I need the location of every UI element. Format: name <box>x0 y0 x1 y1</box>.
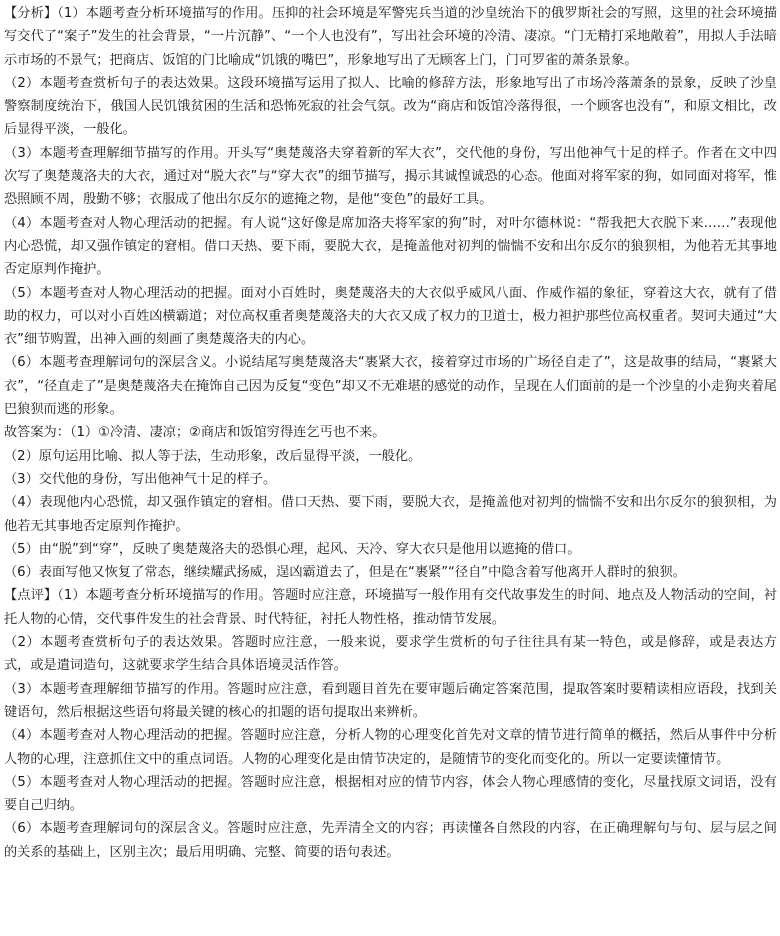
comment-paragraph-3: （3）本题考查理解细节描写的作用。答题时应注意，看到题目首先在要审题后确定答案范围，提取答案时要精读相应语段，找到关键语句，然后根据这些语句将最关键的核心的扣题的语句提取出来辨析。 <box>4 681 777 720</box>
analysis-paragraph-4: （4）本题考查对人物心理活动的把握。有人说“这好像是席加洛夫将军家的狗”时，对叶尔德林说：“帮我把大衣脱下来……”表现他内心恐慌，却又强作镇定的窘相。借口天热、要下雨，要脱大衣，是掩盖他对初判的惴惴不安和出尔反尔的狼狈相，为他若无其事地否定原判作掩护。 <box>4 215 777 278</box>
answer-line-5: （5）由“脱”到“穿”，反映了奥楚蔑洛夫的恐惧心理，起风、天冷、穿大衣只是他用以遮掩的借口。 <box>4 541 581 557</box>
comment-paragraph-6: （6）本题考查理解词句的深层含义。答题时应注意，先弄清全文的内容；再读懂各自然段的内容，在正确理解句与句、层与层之间的关系的基础上，区别主次；最后用明确、完整、简要的语句表述。 <box>4 821 777 860</box>
analysis-paragraph-3: （3）本题考查理解细节描写的作用。开头写“奥楚蔑洛夫穿着新的军大衣”，交代他的身份，写出他神气十足的样子。作者在文中四次写了奥楚蔑洛夫的大衣，通过对“脱大衣”与“穿大衣”的细节描写，揭示其诚惶诚恐的心态。他面对将军家的狗，如同面对将军，惟恐照顾不周，殷勤不够；衣服成了他出尔反尔的遮掩之物，是他“变色”的最好工具。 <box>4 145 777 208</box>
comment-paragraph-5: （5）本题考查对人物心理活动的把握。答题时应注意，根据相对应的情节内容，体会人物心理感情的变化，尽量找原文词语，没有要自己归纳。 <box>4 774 777 814</box>
analysis-paragraph-6: （6）本题考查理解词句的深层含义。小说结尾写奥楚蔑洛夫“裹紧大衣，接着穿过市场的广场径自走了”，这是故事的结局，“裹紧大衣”，“径直走了”是奥楚蔑洛夫在掩饰自己因为反复“变色”却又不无难堪的感觉的动作，呈现在人们面前的是一个沙皇的小走狗夹着尾巴狼狈而逃的形象。 <box>4 355 777 418</box>
answer-section <box>4 421 777 584</box>
answer-line-1: 故答案为：（1）①冷清、凄凉；②商店和饭馆穷得连乞丐也不来。 <box>4 425 386 441</box>
analysis-paragraph-2: （2）本题考查赏析句子的表达效果。这段环境描写运用了拟人、比喻的修辞方法，形象地写出了市场冷落萧条的景象，反映了沙皇警察制度统治下，俄国人民饥饿贫困的生活和恐怖死寂的社会气氛。改为“商店和饭馆冷落得很，一个顾客也没有”，和原文相比，改后显得平淡，一般化。 <box>4 75 777 138</box>
analysis-section <box>4 2 777 421</box>
comment-section <box>4 584 777 864</box>
answer-line-3: （3）交代他的身份，写出他神气十足的样子。 <box>4 471 277 487</box>
comment-paragraph-4: （4）本题考查对人物心理活动的把握。答题时应注意，分析人物的心理变化首先对文章的情节进行简单的概括，然后从事件中分析人物的心理，注意抓住文中的重点词语。人物的心理变化是由情节决定的，是随情节的变化而变化的。所以一定要读懂情节。 <box>4 728 777 767</box>
answer-line-6: （6）表面写他又恢复了常态，继续耀武扬威，逞凶霸道去了，但是在“裹紧”“径自”中隐含着写他离开人群时的狼狈。 <box>4 565 686 581</box>
analysis-paragraph-5: （5）本题考查对人物心理活动的把握。面对小百姓时，奥楚蔑洛夫的大衣似乎威风八面、作威作福的象征，穿着这大衣，就有了借助的权力，可以对小百姓凶横霸道；对位高权重者奥楚蔑洛夫的大衣又成了权力的卫道士，极力袒护那些位高权重者。契诃夫通过“大衣”细节购置，出神入画的刻画了奥楚蔑洛夫的内心。 <box>4 285 777 348</box>
comment-paragraph-1: 【点评】（1）本题考查分析环境描写的作用。答题时应注意，环境描写一般作用有交代故事发生的时间、地点及人物活动的空间，衬托人物的心情，交代事件发生的社会背景、时代特征，衬托人物性格，推动情节发展。 <box>4 588 777 627</box>
answer-line-2: （2）原句运用比喻、拟人等于法，生动形象，改后显得平淡，一般化。 <box>4 448 422 464</box>
analysis-paragraph-1: 【分析】（1）本题考查分析环境描写的作用。压抑的社会环境是军警宪兵当道的沙皇统治下的俄罗斯社会的写照，这里的社会环境描写交代了“案子”发生的社会背景，“一片沉静”、“一个人也没有”，写出社会环境的冷清、凄凉。“门无精打采地敞着”，用拟人手法暗示市场的不景气；把商店、饭馆的门比喻成“饥饿的嘴巴”，形象地写出了无顾客上门，门可罗雀的萧条景象。 <box>4 6 777 68</box>
comment-paragraph-2: （2）本题考查赏析句子的表达效果。答题时应注意，一般来说，要求学生赏析的句子往往具有某一特色，或是修辞，或是表达方式，或是遣词造句，这就要求学生结合具体语境灵活作答。 <box>4 635 777 674</box>
answer-line-4: （4）表现他内心恐慌，却又强作镇定的窘相。借口天热、要下雨，要脱大衣，是掩盖他对初判的惴惴不安和出尔反尔的狼狈相，为他若无其事地否定原判作掩护。 <box>4 495 777 534</box>
